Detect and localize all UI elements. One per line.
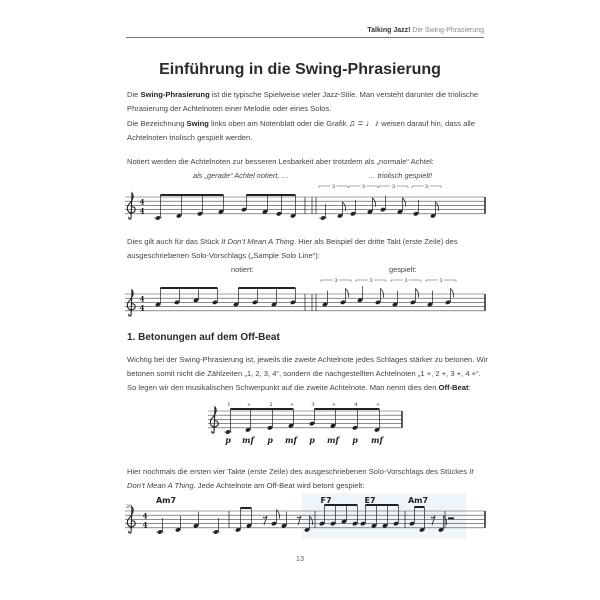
dynamic-marking: mf (285, 434, 297, 445)
staff-swing-eighths (0, 183, 600, 225)
chord-symbol: F7 (320, 496, 332, 505)
chord-symbol: Am7 (155, 496, 177, 505)
measure-number: 29 (125, 504, 133, 510)
half-rest-icon (448, 517, 454, 519)
notated-text: Notiert werden die Achtelnoten zur besseren Lesbarkeit aber trotzdem als „normale“ Achtel: (127, 157, 434, 166)
page-title: Einführung in die Swing-Phrasierung (159, 61, 441, 78)
captions-row-2 (0, 263, 600, 277)
captions-row-1 (0, 169, 600, 183)
page-body (0, 60, 600, 565)
beat-count: 1 (227, 402, 231, 408)
beat-count: 4 (354, 402, 358, 408)
staff-offbeat (0, 399, 600, 449)
time-signature: 4 (139, 197, 145, 207)
book-title: Talking Jazz! (367, 27, 411, 34)
dynamic-marking: mf (371, 434, 383, 445)
swing-notation-icon: ♫ = ♩♪ (348, 118, 380, 128)
dynamic-marking: p (225, 434, 231, 445)
header-rule (126, 37, 484, 38)
beat-count: + (375, 402, 381, 408)
note-flag (415, 288, 418, 297)
caption-straight: als „gerade“ Achtel notiert, … (193, 171, 289, 180)
beat-count: 2 (269, 402, 273, 408)
section-heading: 1. Betonungen auf dem Off-Beat (127, 332, 280, 343)
caption-notated: notiert: (231, 265, 254, 274)
time-signature: 4 (142, 511, 148, 521)
staff-sample-measure (0, 277, 600, 317)
example-text: Dies gilt auch für das Stück It Don’t Mean A Thing. Hier als Beispiel der dritte Takt (erste Zeile) des ausgeschriebenen Solo-Vorschlags („Sample Solo Line“): (127, 237, 458, 260)
note-flag (450, 288, 453, 297)
time-signature: 4 (139, 303, 145, 313)
caption-played: gespielt: (389, 265, 417, 274)
note-flag (345, 288, 348, 297)
beat-count: + (331, 402, 337, 408)
staff-solo-line (0, 493, 600, 539)
page-number: 13 (295, 554, 305, 563)
triplet-number: 3 (424, 184, 429, 190)
note-flag (380, 288, 383, 297)
triplet-number: 3 (369, 278, 373, 284)
triplet-number: 3 (391, 184, 396, 190)
triplet-number: 3 (331, 184, 336, 190)
beat-count: + (246, 402, 252, 408)
triplet-number: 3 (334, 278, 338, 284)
dynamic-marking: mf (242, 434, 254, 445)
running-header (367, 27, 484, 34)
time-signature: 4 (139, 294, 145, 304)
caption-swung: … triolisch gespielt! (368, 171, 433, 180)
beat-count: 3 (311, 402, 315, 408)
dynamic-marking: p (267, 434, 273, 445)
offbeat-paragraph: Wichtig bei der Swing-Phrasierung ist, jeweils die zweite Achtelnote jedes Schlages stärker zu betonen. Wir betonen somit nicht die Zählzeiten „1, 2, 3, 4“, sondern die nachgestellten Achtelnoten „1 +, 2 +, 3 +, 4 +“. So legen wir den musikalischen Schwerpunkt auf die zweite Achtelnote. Man nennt dies den Off-Beat: (127, 355, 488, 392)
solo-paragraph: Hier nochmals die ersten vier Takte (erste Zeile) des ausgeschriebenen Solo-Vorschlags des Stückes It Don’t Mean A Thing. Jede Achtelnote am Off-Beat wird betont gespielt: (127, 467, 474, 490)
dynamic-marking: p (309, 434, 315, 445)
intro-paragraph: Die Swing-Phrasierung ist die typische Spielweise vieler Jazz-Stile. Man versteht darunter die triolische Phrasierung der Achtelnoten einer Melodie oder eines Solos. Die Bezeichnung Swing links oben am Notenblatt oder die Grafik ♫ = ♩♪ weisen darauf hin, dass alle Achtelnoten triolisch gespielt werden. (127, 90, 479, 142)
triplet-number: 3 (404, 278, 408, 284)
beat-count: + (289, 402, 295, 408)
time-signature: 4 (139, 206, 145, 216)
chord-symbol: E7 (364, 496, 376, 505)
triplet-number: 3 (439, 278, 443, 284)
dynamic-marking: mf (327, 434, 339, 445)
section-title: Die Swing-Phrasierung (412, 27, 484, 34)
triplet-number: 3 (361, 184, 366, 190)
dynamic-marking: p (352, 434, 358, 445)
time-signature: 4 (142, 520, 148, 530)
chord-symbol: Am7 (407, 496, 429, 505)
